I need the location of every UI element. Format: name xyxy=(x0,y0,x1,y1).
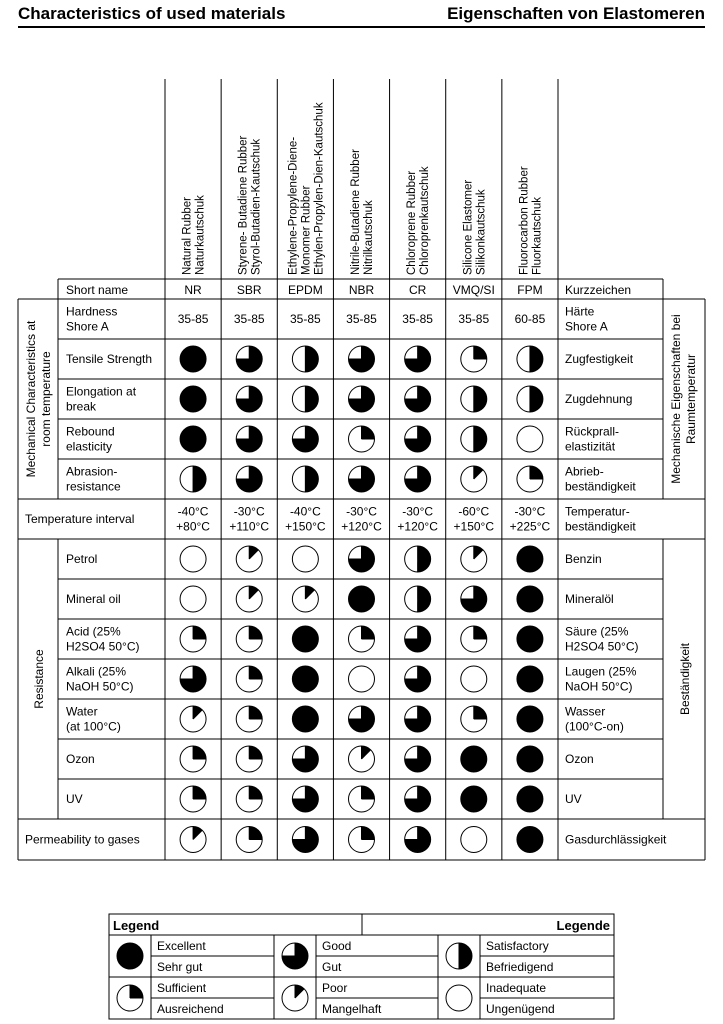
rating-fill xyxy=(362,786,375,799)
rating-circle xyxy=(236,466,262,492)
legend-title: Legend xyxy=(113,918,160,933)
rating-circle xyxy=(349,706,375,732)
rating-circle xyxy=(349,626,375,652)
rating-fill xyxy=(517,626,543,652)
rating-circle xyxy=(517,546,543,572)
legend-label: Sufficient xyxy=(157,981,207,995)
material-name: Nitrilkautschuk xyxy=(363,200,375,275)
rating-circle xyxy=(180,466,206,492)
row-label: Shore A xyxy=(66,319,109,334)
rating-circle xyxy=(349,786,375,812)
material-name: Chloroprene Rubber xyxy=(406,170,419,275)
legend-rating xyxy=(282,985,308,1011)
row-label-de: Ozon xyxy=(565,752,594,766)
value-text: -30°C xyxy=(514,504,546,519)
row-label-de: Benzin xyxy=(565,552,602,566)
rating-circle xyxy=(461,786,487,812)
rating-circle xyxy=(461,426,487,452)
rating-circle xyxy=(180,586,206,612)
rating-circle xyxy=(461,746,487,772)
rating-fill xyxy=(193,466,206,492)
rating-fill xyxy=(130,985,143,998)
legend-label: Inadequate xyxy=(486,981,547,995)
material-name: Silicone Elastomer xyxy=(462,179,475,275)
title-english: Characteristics of used materials xyxy=(18,4,286,23)
row-label-de: Laugen (25% xyxy=(565,664,637,679)
rating-circle xyxy=(292,546,318,572)
rating-circle xyxy=(461,466,487,492)
row-label-de: Rückprall- xyxy=(565,424,620,439)
legend-label-de: Ungenügend xyxy=(486,1002,555,1016)
material-name: Monomer Rubber xyxy=(300,185,313,275)
rating-circle xyxy=(405,626,431,652)
row-label: Water xyxy=(66,704,98,719)
group-label-mechanical: Mechanical Characteristics at xyxy=(24,320,38,478)
value-text: 60-85 xyxy=(514,312,546,326)
rating-circle xyxy=(180,827,206,853)
row-label: break xyxy=(66,399,97,414)
row-label-de: H2SO4 50°C) xyxy=(565,639,639,654)
rating-circle xyxy=(461,626,487,652)
row-label-de: Gasdurchlässigkeit xyxy=(565,832,667,847)
rating-circle xyxy=(180,626,206,652)
legend-rating xyxy=(446,943,472,969)
rating-circle xyxy=(236,426,262,452)
material-name: Fluorocarbon Rubber xyxy=(518,166,531,275)
rating-circle xyxy=(461,666,487,692)
material-name: Natural Rubber xyxy=(181,197,194,275)
rating-circle xyxy=(180,346,206,372)
material-name: Ethylen-Propylen-Dien-Kautschuk xyxy=(313,102,326,275)
rating-fill xyxy=(530,386,543,412)
short-name: VMQ/SI xyxy=(452,283,495,297)
short-name: FPM xyxy=(517,283,543,297)
row-label: Hardness xyxy=(66,304,118,319)
material-name: Styrol-Butadien-Kautschuk xyxy=(250,138,263,275)
value-text: 35-85 xyxy=(290,312,321,326)
rating-fill xyxy=(249,706,262,719)
group-label-mechanical-de: Mechanische Eigenschaften bei xyxy=(669,314,683,484)
group-label-resistance-de: Beständigkeit xyxy=(678,642,692,716)
short-name: EPDM xyxy=(288,283,323,297)
rating-circle xyxy=(405,386,431,412)
value-text: -40°C xyxy=(289,504,321,519)
legend-label: Good xyxy=(322,939,352,953)
row-label-de: Abrieb- xyxy=(565,464,604,479)
short-name: NBR xyxy=(348,283,375,297)
short-name: SBR xyxy=(236,283,262,297)
rating-fill xyxy=(362,827,375,840)
rating-circle xyxy=(349,466,375,492)
row-label: (at 100°C) xyxy=(66,719,121,734)
rating-circle xyxy=(292,586,318,612)
rating-circle xyxy=(405,706,431,732)
rating-circle xyxy=(349,746,375,772)
rating-fill xyxy=(474,426,487,452)
row-label-de: Shore A xyxy=(565,319,608,334)
rating-circle xyxy=(405,346,431,372)
rating-circle xyxy=(236,346,262,372)
short-name: CR xyxy=(408,283,427,297)
value-text: +150°C xyxy=(285,519,326,534)
rating-circle xyxy=(292,827,318,853)
rating-circle xyxy=(180,666,206,692)
rating-fill xyxy=(517,666,543,692)
rating-fill xyxy=(461,746,487,772)
rating-circle xyxy=(349,586,375,612)
row-label-de: Zugfestigkeit xyxy=(565,352,634,366)
rating-circle xyxy=(292,346,318,372)
rating-circle xyxy=(292,746,318,772)
rating-circle xyxy=(405,466,431,492)
rating-circle xyxy=(461,827,487,853)
row-label-de: Härte xyxy=(565,304,595,319)
rating-fill xyxy=(180,346,206,372)
rating-circle xyxy=(292,386,318,412)
rating-circle xyxy=(517,346,543,372)
rating-fill xyxy=(305,466,318,492)
rating-fill xyxy=(461,786,487,812)
row-label-de: Mineralöl xyxy=(565,592,614,606)
kurzzeichen-label: Kurzzeichen xyxy=(565,283,632,297)
rating-circle xyxy=(292,666,318,692)
rating-fill xyxy=(474,346,487,359)
material-name: Styrene- Butadiene Rubber xyxy=(237,135,250,275)
row-label-de: (100°C-on) xyxy=(565,719,624,734)
legend-title-de: Legende xyxy=(556,918,610,933)
rating-outline xyxy=(349,666,375,692)
row-label: Elongation at xyxy=(66,384,137,399)
rating-fill xyxy=(249,786,262,799)
rating-circle xyxy=(405,827,431,853)
rating-circle xyxy=(349,666,375,692)
row-label: Ozon xyxy=(66,752,95,766)
value-text: +110°C xyxy=(229,519,270,534)
rating-circle xyxy=(461,586,487,612)
row-label: resistance xyxy=(66,479,121,494)
rating-circle xyxy=(405,746,431,772)
value-text: -30°C xyxy=(402,504,434,519)
legend-label: Satisfactory xyxy=(486,939,549,953)
row-label-de: Zugdehnung xyxy=(565,392,633,406)
rating-circle xyxy=(517,426,543,452)
rating-fill xyxy=(418,546,431,572)
rating-outline xyxy=(292,546,318,572)
rating-circle xyxy=(349,346,375,372)
row-label-de: UV xyxy=(565,792,582,806)
rating-fill xyxy=(362,626,375,639)
rating-fill xyxy=(249,666,262,679)
row-label-de: beständigkeit xyxy=(565,479,636,494)
rating-circle xyxy=(180,386,206,412)
rating-circle xyxy=(461,386,487,412)
material-name: Silikonkautschuk xyxy=(475,189,488,275)
rating-circle xyxy=(236,827,262,853)
legend-rating xyxy=(117,985,143,1011)
legend-label: Excellent xyxy=(157,939,206,953)
row-label: NaOH 50°C) xyxy=(66,679,134,694)
rating-circle xyxy=(236,786,262,812)
rating-circle xyxy=(180,426,206,452)
rating-circle xyxy=(236,666,262,692)
legend-rating xyxy=(282,943,308,969)
rating-circle xyxy=(236,586,262,612)
rating-circle xyxy=(517,666,543,692)
rating-circle xyxy=(517,746,543,772)
rating-circle xyxy=(292,466,318,492)
value-text: +225°C xyxy=(509,519,551,534)
row-label: Mineral oil xyxy=(66,592,121,606)
rating-circle xyxy=(405,546,431,572)
value-text: +80°C xyxy=(176,519,210,534)
value-text: +120°C xyxy=(397,519,438,534)
rating-fill xyxy=(249,746,262,759)
rating-circle xyxy=(405,786,431,812)
rating-fill xyxy=(530,466,543,479)
rating-fill xyxy=(180,426,206,452)
value-text: -30°C xyxy=(233,504,265,519)
material-name: Naturkautschuk xyxy=(194,195,207,275)
rating-circle xyxy=(517,626,543,652)
rating-fill xyxy=(362,426,375,439)
legend-rating xyxy=(446,985,472,1011)
legend-label-de: Ausreichend xyxy=(157,1002,224,1016)
rating-fill xyxy=(292,626,318,652)
rating-circle xyxy=(236,706,262,732)
rating-circle xyxy=(517,466,543,492)
rating-circle xyxy=(461,346,487,372)
rating-fill xyxy=(418,586,431,612)
rating-circle xyxy=(517,386,543,412)
rating-fill xyxy=(517,786,543,812)
row-label: Temperature interval xyxy=(25,512,135,526)
rating-circle xyxy=(349,546,375,572)
rating-circle xyxy=(517,586,543,612)
value-text: -60°C xyxy=(458,504,490,519)
rating-circle xyxy=(349,426,375,452)
rating-fill xyxy=(249,827,262,840)
row-label: UV xyxy=(66,792,83,806)
rating-fill xyxy=(117,943,143,969)
row-label-de: beständigkeit xyxy=(565,519,636,534)
group-label-resistance: Resistance xyxy=(32,649,46,709)
rating-fill xyxy=(517,706,543,732)
rating-circle xyxy=(236,546,262,572)
rating-fill xyxy=(474,626,487,639)
rating-circle xyxy=(180,706,206,732)
value-text: +150°C xyxy=(453,519,495,534)
rating-circle xyxy=(236,626,262,652)
rating-outline xyxy=(180,586,206,612)
material-name: Nitrile-Butadiene Rubber xyxy=(350,149,362,275)
rating-circle xyxy=(461,706,487,732)
legend-label-de: Mangelhaft xyxy=(322,1002,382,1016)
rating-outline xyxy=(446,985,472,1011)
rating-circle xyxy=(292,626,318,652)
value-text: 35-85 xyxy=(177,312,209,326)
row-label-de: elastizität xyxy=(565,439,616,454)
rating-fill xyxy=(459,943,472,969)
rating-circle xyxy=(349,386,375,412)
rating-fill xyxy=(530,346,543,372)
row-label: Acid (25% xyxy=(66,624,121,639)
rating-fill xyxy=(305,346,318,372)
rating-circle xyxy=(292,786,318,812)
rating-circle xyxy=(517,706,543,732)
rating-circle xyxy=(180,786,206,812)
group-label-mechanical: room temperature xyxy=(39,351,53,447)
rating-fill xyxy=(193,786,206,799)
rating-circle xyxy=(292,706,318,732)
row-label: elasticity xyxy=(66,439,113,454)
rating-fill xyxy=(474,706,487,719)
row-label-de: Temperatur- xyxy=(565,504,630,519)
rating-fill xyxy=(180,386,206,412)
row-label: Rebound xyxy=(66,424,115,439)
rating-circle xyxy=(180,746,206,772)
row-label-de: Wasser xyxy=(565,704,606,719)
rating-fill xyxy=(517,827,543,853)
rating-fill xyxy=(193,626,206,639)
row-label: Permeability to gases xyxy=(25,832,140,847)
value-text: 35-85 xyxy=(402,312,433,326)
rating-fill xyxy=(249,626,262,639)
row-label: Alkali (25% xyxy=(66,664,127,679)
legend-label-de: Gut xyxy=(322,960,342,974)
rating-fill xyxy=(305,386,318,412)
rating-circle xyxy=(405,666,431,692)
material-name: Chloroprenkautschuk xyxy=(419,166,432,275)
rating-fill xyxy=(474,386,487,412)
title-german: Eigenschaften von Elastomeren xyxy=(447,4,705,23)
value-text: 35-85 xyxy=(346,312,377,326)
rating-circle xyxy=(517,827,543,853)
rating-outline xyxy=(461,666,487,692)
rating-circle xyxy=(236,746,262,772)
rating-fill xyxy=(292,706,318,732)
legend-rating xyxy=(117,943,143,969)
legend-label-de: Befriedigend xyxy=(486,960,554,974)
rating-outline xyxy=(517,426,543,452)
rating-circle xyxy=(180,546,206,572)
rating-fill xyxy=(517,546,543,572)
legend-label: Poor xyxy=(322,981,348,995)
short-name-label: Short name xyxy=(66,283,129,297)
rating-fill xyxy=(349,586,375,612)
row-label: Tensile Strength xyxy=(66,352,153,366)
row-label: H2SO4 50°C) xyxy=(66,639,140,654)
rating-fill xyxy=(193,746,206,759)
material-name: Ethylene-Propylene-Diene- xyxy=(287,136,300,275)
rating-circle xyxy=(517,786,543,812)
material-name: Fluorkautschuk xyxy=(531,197,544,275)
rating-circle xyxy=(405,426,431,452)
rating-circle xyxy=(292,426,318,452)
rating-fill xyxy=(517,746,543,772)
rating-circle xyxy=(236,386,262,412)
row-label-de: Säure (25% xyxy=(565,624,629,639)
rating-circle xyxy=(405,586,431,612)
value-text: +120°C xyxy=(341,519,382,534)
rating-fill xyxy=(517,586,543,612)
value-text: -30°C xyxy=(346,504,377,519)
short-name: NR xyxy=(184,283,202,297)
group-label-mechanical-de: Raumtemperatur xyxy=(684,353,698,445)
rating-fill xyxy=(292,666,318,692)
legend-label-de: Sehr gut xyxy=(157,960,203,974)
rating-outline xyxy=(461,827,487,853)
rating-circle xyxy=(349,827,375,853)
value-text: 35-85 xyxy=(233,312,265,326)
value-text: 35-85 xyxy=(458,312,490,326)
rating-circle xyxy=(461,546,487,572)
row-label: Petrol xyxy=(66,552,98,566)
rating-outline xyxy=(180,546,206,572)
value-text: -40°C xyxy=(177,504,209,519)
row-label: Abrasion- xyxy=(66,464,118,479)
row-label-de: NaOH 50°C) xyxy=(565,679,633,694)
